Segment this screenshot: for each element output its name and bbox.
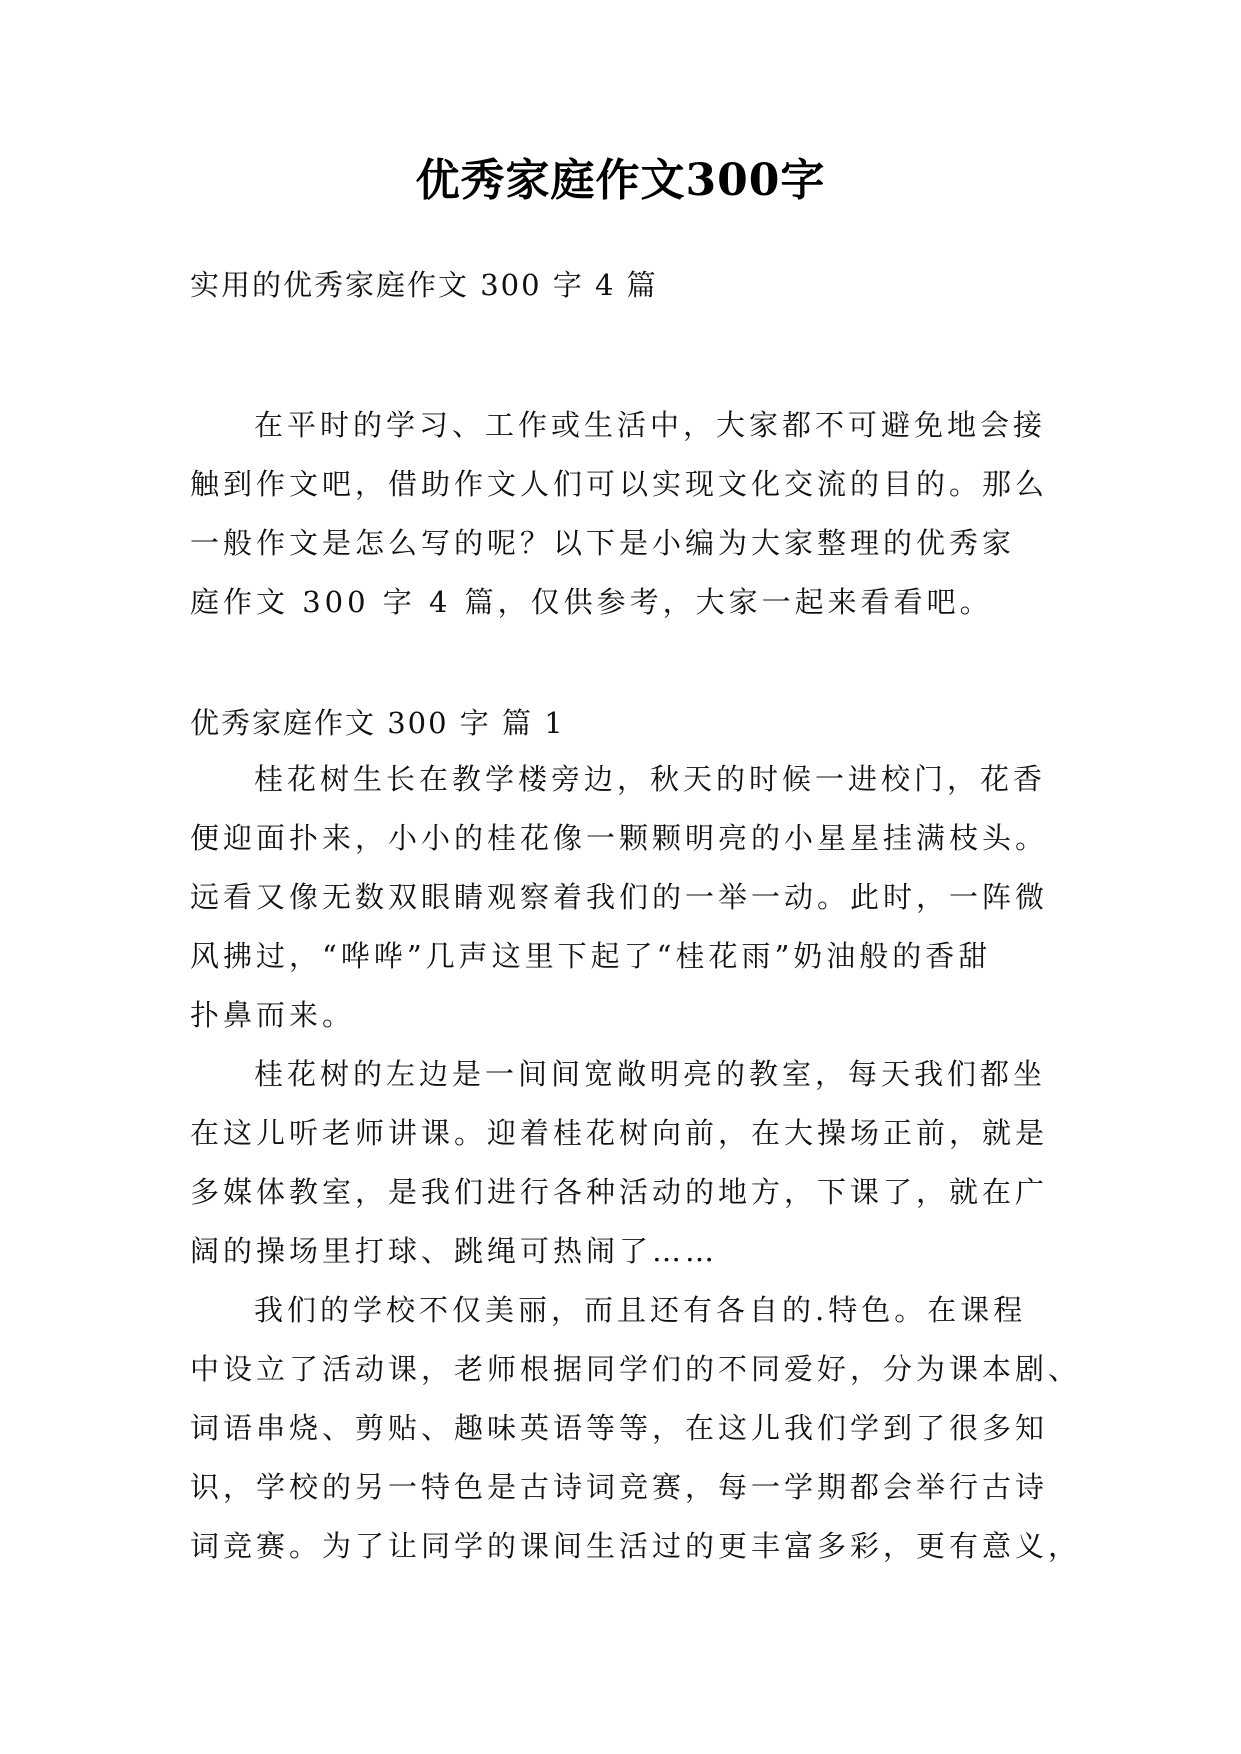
text-line: 在平时的学习、工作或生活中，大家都不可避免地会接 <box>254 408 1047 442</box>
text-line: 词语串烧、剪贴、趣味英语等等，在这儿我们学到了很多知 <box>190 1411 1049 1445</box>
document-subtitle: 实用的优秀家庭作文 300 字 4 篇 <box>190 268 658 302</box>
text-line: 中设立了活动课，老师根据同学们的不同爱好，分为课本剧、 <box>190 1352 1082 1386</box>
text-line: 扑鼻而来。 <box>190 998 356 1032</box>
text-line: 触到作文吧，借助作文人们可以实现文化交流的目的。那么 <box>190 467 1049 501</box>
body-paragraph-3 <box>190 1281 1082 1576</box>
intro-paragraph <box>190 396 1050 632</box>
text-line: 词竞赛。为了让同学的课间生活过的更丰富多彩，更有意义， <box>190 1529 1082 1563</box>
text-line: 在这儿听老师讲课。迎着桂花树向前，在大操场正前，就是 <box>190 1116 1049 1150</box>
text-line: 一般作文是怎么写的呢？以下是小编为大家整理的优秀家 <box>190 526 1016 560</box>
text-line: 多媒体教室，是我们进行各种活动的地方，下课了，就在广 <box>190 1175 1049 1209</box>
text-line: 庭作文 300 字 4 篇，仅供参考，大家一起来看看吧。 <box>190 585 993 619</box>
text-line: 桂花树生长在教学楼旁边，秋天的时候一进校门，花香 <box>254 762 1047 796</box>
section-heading: 优秀家庭作文 300 字 篇 1 <box>190 706 565 740</box>
text-line: 识，学校的另一特色是古诗词竞赛，每一学期都会举行古诗 <box>190 1470 1049 1504</box>
body-paragraph-1 <box>190 750 1050 1045</box>
document-title: 优秀家庭作文300字 <box>415 155 826 206</box>
body-paragraph-2 <box>190 1045 1050 1281</box>
text-line: 便迎面扑来，小小的桂花像一颗颗明亮的小星星挂满枝头。 <box>190 821 1049 855</box>
text-line: 风拂过，“哗哗”几声这里下起了“桂花雨”奶油般的香甜 <box>190 939 992 973</box>
text-line: 桂花树的左边是一间间宽敞明亮的教室，每天我们都坐 <box>254 1057 1047 1091</box>
text-line: 阔的操场里打球、跳绳可热闹了…… <box>190 1234 719 1268</box>
text-line: 远看又像无数双眼睛观察着我们的一举一动。此时，一阵微 <box>190 880 1049 914</box>
text-line: 我们的学校不仅美丽，而且还有各自的.特色。在课程 <box>254 1293 1027 1327</box>
